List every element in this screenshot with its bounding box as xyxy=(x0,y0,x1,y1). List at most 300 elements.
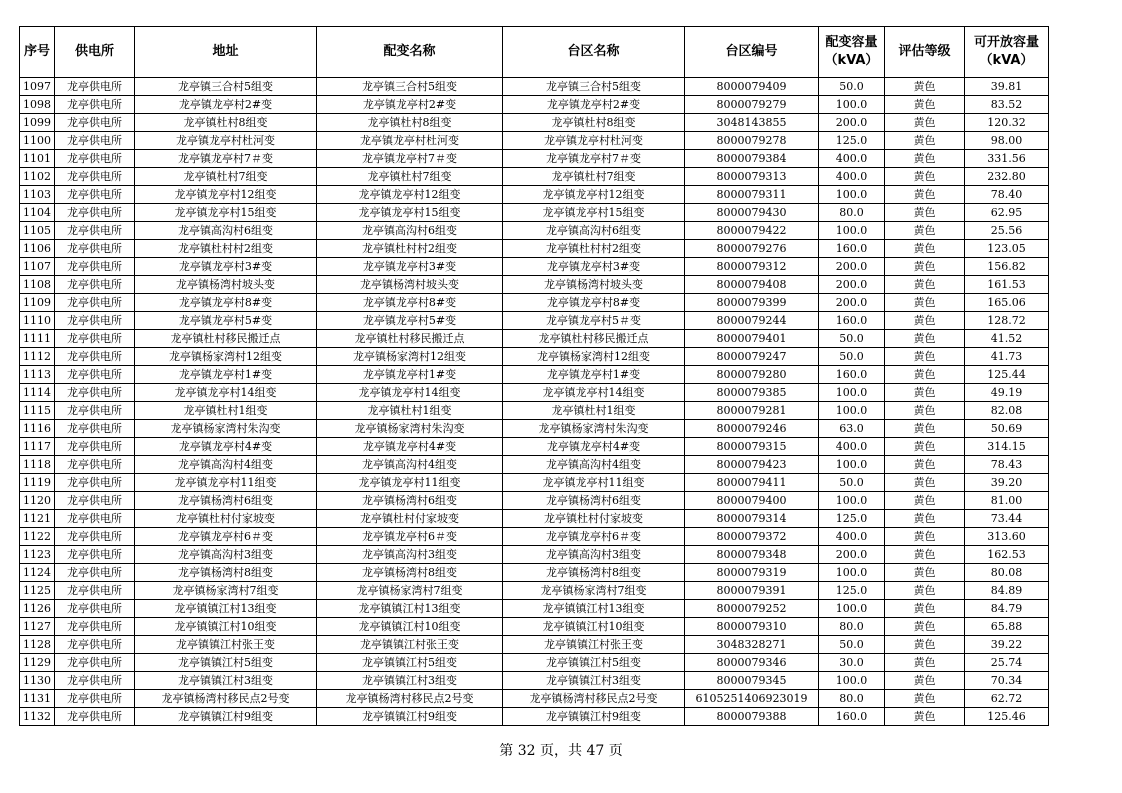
cell-open-capacity: 50.69 xyxy=(965,420,1049,438)
cell-area-name: 龙亭镇杜村7组变 xyxy=(503,168,685,186)
cell-station: 龙亭供电所 xyxy=(55,258,135,276)
col-header-index: 序号 xyxy=(20,27,55,78)
cell-area-name: 龙亭镇镇江村13组变 xyxy=(503,600,685,618)
cell-transformer-name: 龙亭镇龙亭村6＃变 xyxy=(317,528,503,546)
cell-address: 龙亭镇杜村8组变 xyxy=(135,114,317,132)
cell-area-code: 3048328271 xyxy=(685,636,819,654)
cell-address: 龙亭镇龙亭村5#变 xyxy=(135,312,317,330)
cell-area-name: 龙亭镇杨湾村8组变 xyxy=(503,564,685,582)
table-row xyxy=(20,528,1049,546)
cell-open-capacity: 120.32 xyxy=(965,114,1049,132)
cell-address: 龙亭镇高沟村3组变 xyxy=(135,546,317,564)
cell-open-capacity: 313.60 xyxy=(965,528,1049,546)
cell-area-name: 龙亭镇龙亭村4#变 xyxy=(503,438,685,456)
cell-area-code: 8000079409 xyxy=(685,78,819,96)
cell-address: 龙亭镇龙亭村杜河变 xyxy=(135,132,317,150)
cell-area-code: 8000079345 xyxy=(685,672,819,690)
cell-transformer-name: 龙亭镇镇江村13组变 xyxy=(317,600,503,618)
cell-address: 龙亭镇龙亭村12组变 xyxy=(135,186,317,204)
cell-open-capacity: 82.08 xyxy=(965,402,1049,420)
cell-index: 1099 xyxy=(20,114,55,132)
cell-grade: 黄色 xyxy=(885,150,965,168)
cell-index: 1117 xyxy=(20,438,55,456)
cell-address: 龙亭镇杨家湾村12组变 xyxy=(135,348,317,366)
cell-address: 龙亭镇三合村5组变 xyxy=(135,78,317,96)
cell-area-code: 3048143855 xyxy=(685,114,819,132)
table-row xyxy=(20,654,1049,672)
table-row xyxy=(20,474,1049,492)
cell-transformer-name: 龙亭镇龙亭村2#变 xyxy=(317,96,503,114)
cell-station: 龙亭供电所 xyxy=(55,708,135,726)
table-row xyxy=(20,186,1049,204)
cell-open-capacity: 70.34 xyxy=(965,672,1049,690)
cell-capacity: 100.0 xyxy=(819,456,885,474)
cell-capacity: 100.0 xyxy=(819,402,885,420)
cell-address: 龙亭镇镇江村9组变 xyxy=(135,708,317,726)
cell-index: 1125 xyxy=(20,582,55,600)
cell-address: 龙亭镇龙亭村14组变 xyxy=(135,384,317,402)
cell-area-name: 龙亭镇龙亭村3#变 xyxy=(503,258,685,276)
cell-area-code: 8000079430 xyxy=(685,204,819,222)
cell-index: 1113 xyxy=(20,366,55,384)
cell-capacity: 50.0 xyxy=(819,330,885,348)
cell-station: 龙亭供电所 xyxy=(55,348,135,366)
cell-grade: 黄色 xyxy=(885,78,965,96)
cell-transformer-name: 龙亭镇杜村8组变 xyxy=(317,114,503,132)
cell-grade: 黄色 xyxy=(885,312,965,330)
cell-open-capacity: 128.72 xyxy=(965,312,1049,330)
cell-transformer-name: 龙亭镇龙亭村7＃变 xyxy=(317,150,503,168)
cell-open-capacity: 165.06 xyxy=(965,294,1049,312)
cell-address: 龙亭镇龙亭村7＃变 xyxy=(135,150,317,168)
table-row xyxy=(20,492,1049,510)
cell-address: 龙亭镇镇江村10组变 xyxy=(135,618,317,636)
cell-area-name: 龙亭镇高沟村3组变 xyxy=(503,546,685,564)
cell-station: 龙亭供电所 xyxy=(55,204,135,222)
cell-index: 1127 xyxy=(20,618,55,636)
cell-grade: 黄色 xyxy=(885,420,965,438)
cell-transformer-name: 龙亭镇杨湾村6组变 xyxy=(317,492,503,510)
col-header-grade: 评估等级 xyxy=(885,27,965,78)
table-row xyxy=(20,168,1049,186)
cell-address: 龙亭镇镇江村张王变 xyxy=(135,636,317,654)
cell-index: 1107 xyxy=(20,258,55,276)
cell-capacity: 100.0 xyxy=(819,96,885,114)
cell-transformer-name: 龙亭镇杜村移民搬迁点 xyxy=(317,330,503,348)
cell-index: 1123 xyxy=(20,546,55,564)
cell-open-capacity: 232.80 xyxy=(965,168,1049,186)
cell-station: 龙亭供电所 xyxy=(55,276,135,294)
cell-address: 龙亭镇高沟村4组变 xyxy=(135,456,317,474)
cell-index: 1120 xyxy=(20,492,55,510)
cell-area-name: 龙亭镇高沟村6组变 xyxy=(503,222,685,240)
cell-station: 龙亭供电所 xyxy=(55,330,135,348)
cell-address: 龙亭镇高沟村6组变 xyxy=(135,222,317,240)
cell-transformer-name: 龙亭镇高沟村6组变 xyxy=(317,222,503,240)
cell-area-code: 6105251406923019 xyxy=(685,690,819,708)
cell-area-code: 8000079244 xyxy=(685,312,819,330)
cell-station: 龙亭供电所 xyxy=(55,690,135,708)
cell-capacity: 80.0 xyxy=(819,690,885,708)
cell-address: 龙亭镇杨湾村8组变 xyxy=(135,564,317,582)
cell-area-name: 龙亭镇龙亭村2#变 xyxy=(503,96,685,114)
col-header-area-name: 台区名称 xyxy=(503,27,685,78)
cell-area-name: 龙亭镇龙亭村14组变 xyxy=(503,384,685,402)
cell-transformer-name: 龙亭镇龙亭村杜河变 xyxy=(317,132,503,150)
cell-capacity: 100.0 xyxy=(819,186,885,204)
table-row xyxy=(20,510,1049,528)
cell-index: 1109 xyxy=(20,294,55,312)
cell-address: 龙亭镇杨湾村坡头变 xyxy=(135,276,317,294)
cell-address: 龙亭镇龙亭村3#变 xyxy=(135,258,317,276)
cell-address: 龙亭镇杨家湾村朱沟变 xyxy=(135,420,317,438)
cell-capacity: 125.0 xyxy=(819,510,885,528)
cell-index: 1112 xyxy=(20,348,55,366)
cell-address: 龙亭镇杨湾村移民点2号变 xyxy=(135,690,317,708)
cell-address: 龙亭镇杨家湾村7组变 xyxy=(135,582,317,600)
cell-open-capacity: 162.53 xyxy=(965,546,1049,564)
cell-area-name: 龙亭镇镇江村10组变 xyxy=(503,618,685,636)
cell-area-code: 8000079313 xyxy=(685,168,819,186)
cell-capacity: 100.0 xyxy=(819,222,885,240)
cell-station: 龙亭供电所 xyxy=(55,492,135,510)
cell-area-name: 龙亭镇龙亭村12组变 xyxy=(503,186,685,204)
cell-station: 龙亭供电所 xyxy=(55,564,135,582)
cell-transformer-name: 龙亭镇高沟村4组变 xyxy=(317,456,503,474)
cell-address: 龙亭镇杜村1组变 xyxy=(135,402,317,420)
cell-station: 龙亭供电所 xyxy=(55,420,135,438)
cell-address: 龙亭镇龙亭村8#变 xyxy=(135,294,317,312)
cell-capacity: 400.0 xyxy=(819,150,885,168)
cell-grade: 黄色 xyxy=(885,204,965,222)
cell-capacity: 50.0 xyxy=(819,636,885,654)
cell-area-code: 8000079319 xyxy=(685,564,819,582)
cell-grade: 黄色 xyxy=(885,186,965,204)
cell-capacity: 63.0 xyxy=(819,420,885,438)
cell-capacity: 400.0 xyxy=(819,438,885,456)
cell-capacity: 160.0 xyxy=(819,708,885,726)
cell-station: 龙亭供电所 xyxy=(55,114,135,132)
cell-index: 1100 xyxy=(20,132,55,150)
cell-index: 1119 xyxy=(20,474,55,492)
cell-transformer-name: 龙亭镇杨家湾村12组变 xyxy=(317,348,503,366)
cell-grade: 黄色 xyxy=(885,330,965,348)
table-row xyxy=(20,546,1049,564)
cell-area-code: 8000079252 xyxy=(685,600,819,618)
cell-station: 龙亭供电所 xyxy=(55,186,135,204)
cell-index: 1102 xyxy=(20,168,55,186)
cell-capacity: 100.0 xyxy=(819,384,885,402)
cell-open-capacity: 39.81 xyxy=(965,78,1049,96)
cell-capacity: 50.0 xyxy=(819,78,885,96)
cell-capacity: 200.0 xyxy=(819,114,885,132)
cell-open-capacity: 65.88 xyxy=(965,618,1049,636)
cell-area-code: 8000079348 xyxy=(685,546,819,564)
cell-capacity: 80.0 xyxy=(819,618,885,636)
cell-station: 龙亭供电所 xyxy=(55,132,135,150)
table-row xyxy=(20,78,1049,96)
cell-index: 1110 xyxy=(20,312,55,330)
cell-area-code: 8000079280 xyxy=(685,366,819,384)
cell-index: 1114 xyxy=(20,384,55,402)
cell-address: 龙亭镇龙亭村11组变 xyxy=(135,474,317,492)
cell-station: 龙亭供电所 xyxy=(55,618,135,636)
table-row xyxy=(20,96,1049,114)
cell-capacity: 160.0 xyxy=(819,312,885,330)
cell-transformer-name: 龙亭镇龙亭村4#变 xyxy=(317,438,503,456)
cell-transformer-name: 龙亭镇龙亭村3#变 xyxy=(317,258,503,276)
cell-area-name: 龙亭镇龙亭村15组变 xyxy=(503,204,685,222)
cell-station: 龙亭供电所 xyxy=(55,474,135,492)
cell-grade: 黄色 xyxy=(885,654,965,672)
cell-area-name: 龙亭镇杨湾村坡头变 xyxy=(503,276,685,294)
cell-grade: 黄色 xyxy=(885,438,965,456)
cell-address: 龙亭镇镇江村5组变 xyxy=(135,654,317,672)
cell-station: 龙亭供电所 xyxy=(55,366,135,384)
cell-grade: 黄色 xyxy=(885,672,965,690)
cell-station: 龙亭供电所 xyxy=(55,312,135,330)
cell-area-code: 8000079310 xyxy=(685,618,819,636)
cell-area-code: 8000079312 xyxy=(685,258,819,276)
cell-grade: 黄色 xyxy=(885,240,965,258)
cell-area-name: 龙亭镇高沟村4组变 xyxy=(503,456,685,474)
cell-open-capacity: 314.15 xyxy=(965,438,1049,456)
cell-open-capacity: 78.43 xyxy=(965,456,1049,474)
cell-transformer-name: 龙亭镇杜村1组变 xyxy=(317,402,503,420)
cell-grade: 黄色 xyxy=(885,222,965,240)
cell-area-code: 8000079372 xyxy=(685,528,819,546)
cell-grade: 黄色 xyxy=(885,636,965,654)
cell-address: 龙亭镇杨湾村6组变 xyxy=(135,492,317,510)
cell-station: 龙亭供电所 xyxy=(55,456,135,474)
cell-area-code: 8000079278 xyxy=(685,132,819,150)
cell-station: 龙亭供电所 xyxy=(55,672,135,690)
col-header-area-code: 台区编号 xyxy=(685,27,819,78)
cell-area-code: 8000079314 xyxy=(685,510,819,528)
cell-index: 1126 xyxy=(20,600,55,618)
table-row xyxy=(20,636,1049,654)
cell-station: 龙亭供电所 xyxy=(55,222,135,240)
cell-area-code: 8000079423 xyxy=(685,456,819,474)
cell-address: 龙亭镇龙亭村2#变 xyxy=(135,96,317,114)
cell-open-capacity: 41.73 xyxy=(965,348,1049,366)
cell-address: 龙亭镇杜村付家坡变 xyxy=(135,510,317,528)
table-row xyxy=(20,114,1049,132)
cell-grade: 黄色 xyxy=(885,708,965,726)
cell-address: 龙亭镇龙亭村6＃变 xyxy=(135,528,317,546)
cell-grade: 黄色 xyxy=(885,690,965,708)
cell-transformer-name: 龙亭镇杜村付家坡变 xyxy=(317,510,503,528)
table-row xyxy=(20,582,1049,600)
cell-index: 1121 xyxy=(20,510,55,528)
cell-capacity: 125.0 xyxy=(819,582,885,600)
cell-open-capacity: 39.22 xyxy=(965,636,1049,654)
cell-transformer-name: 龙亭镇龙亭村11组变 xyxy=(317,474,503,492)
cell-capacity: 100.0 xyxy=(819,564,885,582)
cell-area-name: 龙亭镇镇江村3组变 xyxy=(503,672,685,690)
cell-capacity: 30.0 xyxy=(819,654,885,672)
col-header-transformer-name: 配变名称 xyxy=(317,27,503,78)
col-header-capacity: 配变容量 （kVA） xyxy=(819,27,885,78)
cell-transformer-name: 龙亭镇镇江村9组变 xyxy=(317,708,503,726)
cell-capacity: 160.0 xyxy=(819,366,885,384)
cell-open-capacity: 80.08 xyxy=(965,564,1049,582)
cell-open-capacity: 39.20 xyxy=(965,474,1049,492)
cell-area-code: 8000079346 xyxy=(685,654,819,672)
cell-area-code: 8000079279 xyxy=(685,96,819,114)
cell-capacity: 80.0 xyxy=(819,204,885,222)
table-row xyxy=(20,348,1049,366)
cell-area-code: 8000079411 xyxy=(685,474,819,492)
table-row xyxy=(20,438,1049,456)
cell-open-capacity: 161.53 xyxy=(965,276,1049,294)
cell-grade: 黄色 xyxy=(885,132,965,150)
cell-grade: 黄色 xyxy=(885,492,965,510)
cell-open-capacity: 62.95 xyxy=(965,204,1049,222)
cell-area-name: 龙亭镇杜村8组变 xyxy=(503,114,685,132)
col-header-station: 供电所 xyxy=(55,27,135,78)
cell-area-name: 龙亭镇镇江村张王变 xyxy=(503,636,685,654)
cell-index: 1098 xyxy=(20,96,55,114)
cell-capacity: 200.0 xyxy=(819,258,885,276)
cell-grade: 黄色 xyxy=(885,258,965,276)
table-row xyxy=(20,456,1049,474)
cell-area-name: 龙亭镇龙亭村7＃变 xyxy=(503,150,685,168)
cell-address: 龙亭镇杜村移民搬迁点 xyxy=(135,330,317,348)
cell-transformer-name: 龙亭镇三合村5组变 xyxy=(317,78,503,96)
cell-transformer-name: 龙亭镇龙亭村12组变 xyxy=(317,186,503,204)
cell-area-name: 龙亭镇龙亭村1#变 xyxy=(503,366,685,384)
cell-index: 1116 xyxy=(20,420,55,438)
cell-area-name: 龙亭镇镇江村9组变 xyxy=(503,708,685,726)
cell-area-name: 龙亭镇杨湾村移民点2号变 xyxy=(503,690,685,708)
cell-open-capacity: 123.05 xyxy=(965,240,1049,258)
cell-station: 龙亭供电所 xyxy=(55,96,135,114)
cell-capacity: 100.0 xyxy=(819,672,885,690)
table-row xyxy=(20,276,1049,294)
cell-open-capacity: 73.44 xyxy=(965,510,1049,528)
cell-station: 龙亭供电所 xyxy=(55,600,135,618)
table-row xyxy=(20,294,1049,312)
cell-area-name: 龙亭镇杜村付家坡变 xyxy=(503,510,685,528)
cell-station: 龙亭供电所 xyxy=(55,240,135,258)
cell-station: 龙亭供电所 xyxy=(55,168,135,186)
cell-index: 1105 xyxy=(20,222,55,240)
cell-station: 龙亭供电所 xyxy=(55,78,135,96)
cell-grade: 黄色 xyxy=(885,366,965,384)
cell-index: 1103 xyxy=(20,186,55,204)
cell-open-capacity: 125.44 xyxy=(965,366,1049,384)
cell-transformer-name: 龙亭镇镇江村5组变 xyxy=(317,654,503,672)
cell-open-capacity: 83.52 xyxy=(965,96,1049,114)
cell-capacity: 200.0 xyxy=(819,276,885,294)
cell-transformer-name: 龙亭镇杨家湾村7组变 xyxy=(317,582,503,600)
table-row xyxy=(20,402,1049,420)
cell-station: 龙亭供电所 xyxy=(55,528,135,546)
cell-area-name: 龙亭镇龙亭村6＃变 xyxy=(503,528,685,546)
table-body xyxy=(20,78,1049,726)
cell-area-name: 龙亭镇杜村1组变 xyxy=(503,402,685,420)
cell-area-name: 龙亭镇杨湾村6组变 xyxy=(503,492,685,510)
cell-open-capacity: 98.00 xyxy=(965,132,1049,150)
cell-area-name: 龙亭镇镇江村5组变 xyxy=(503,654,685,672)
cell-open-capacity: 84.89 xyxy=(965,582,1049,600)
cell-transformer-name: 龙亭镇杜村村2组变 xyxy=(317,240,503,258)
cell-grade: 黄色 xyxy=(885,456,965,474)
cell-open-capacity: 331.56 xyxy=(965,150,1049,168)
cell-area-code: 8000079247 xyxy=(685,348,819,366)
cell-grade: 黄色 xyxy=(885,474,965,492)
table-row xyxy=(20,258,1049,276)
table-row xyxy=(20,690,1049,708)
cell-grade: 黄色 xyxy=(885,546,965,564)
cell-index: 1101 xyxy=(20,150,55,168)
cell-transformer-name: 龙亭镇镇江村张王变 xyxy=(317,636,503,654)
cell-station: 龙亭供电所 xyxy=(55,654,135,672)
cell-index: 1106 xyxy=(20,240,55,258)
cell-index: 1118 xyxy=(20,456,55,474)
cell-transformer-name: 龙亭镇杨家湾村朱沟变 xyxy=(317,420,503,438)
cell-transformer-name: 龙亭镇镇江村3组变 xyxy=(317,672,503,690)
cell-index: 1122 xyxy=(20,528,55,546)
cell-area-code: 8000079422 xyxy=(685,222,819,240)
cell-grade: 黄色 xyxy=(885,528,965,546)
cell-area-code: 8000079400 xyxy=(685,492,819,510)
cell-area-name: 龙亭镇杜村移民搬迁点 xyxy=(503,330,685,348)
cell-index: 1130 xyxy=(20,672,55,690)
cell-area-name: 龙亭镇杨家湾村12组变 xyxy=(503,348,685,366)
cell-index: 1111 xyxy=(20,330,55,348)
cell-grade: 黄色 xyxy=(885,600,965,618)
table-row xyxy=(20,312,1049,330)
cell-grade: 黄色 xyxy=(885,384,965,402)
table-row xyxy=(20,150,1049,168)
cell-transformer-name: 龙亭镇高沟村3组变 xyxy=(317,546,503,564)
cell-area-code: 8000079384 xyxy=(685,150,819,168)
cell-grade: 黄色 xyxy=(885,168,965,186)
cell-capacity: 100.0 xyxy=(819,600,885,618)
cell-area-code: 8000079315 xyxy=(685,438,819,456)
cell-open-capacity: 84.79 xyxy=(965,600,1049,618)
table-row xyxy=(20,330,1049,348)
cell-station: 龙亭供电所 xyxy=(55,402,135,420)
cell-area-code: 8000079246 xyxy=(685,420,819,438)
table-row xyxy=(20,240,1049,258)
cell-transformer-name: 龙亭镇镇江村10组变 xyxy=(317,618,503,636)
cell-area-code: 8000079399 xyxy=(685,294,819,312)
cell-address: 龙亭镇龙亭村1#变 xyxy=(135,366,317,384)
cell-grade: 黄色 xyxy=(885,618,965,636)
cell-area-name: 龙亭镇龙亭村8#变 xyxy=(503,294,685,312)
cell-transformer-name: 龙亭镇杜村7组变 xyxy=(317,168,503,186)
col-header-open-capacity: 可开放容量 （kVA） xyxy=(965,27,1049,78)
cell-address: 龙亭镇龙亭村15组变 xyxy=(135,204,317,222)
cell-area-name: 龙亭镇杨家湾村朱沟变 xyxy=(503,420,685,438)
table-row xyxy=(20,618,1049,636)
cell-capacity: 50.0 xyxy=(819,348,885,366)
cell-station: 龙亭供电所 xyxy=(55,636,135,654)
cell-area-name: 龙亭镇龙亭村杜河变 xyxy=(503,132,685,150)
cell-grade: 黄色 xyxy=(885,510,965,528)
table-row xyxy=(20,384,1049,402)
col-header-address: 地址 xyxy=(135,27,317,78)
cell-area-code: 8000079276 xyxy=(685,240,819,258)
cell-station: 龙亭供电所 xyxy=(55,582,135,600)
cell-transformer-name: 龙亭镇龙亭村8#变 xyxy=(317,294,503,312)
cell-area-code: 8000079391 xyxy=(685,582,819,600)
cell-station: 龙亭供电所 xyxy=(55,438,135,456)
cell-grade: 黄色 xyxy=(885,294,965,312)
